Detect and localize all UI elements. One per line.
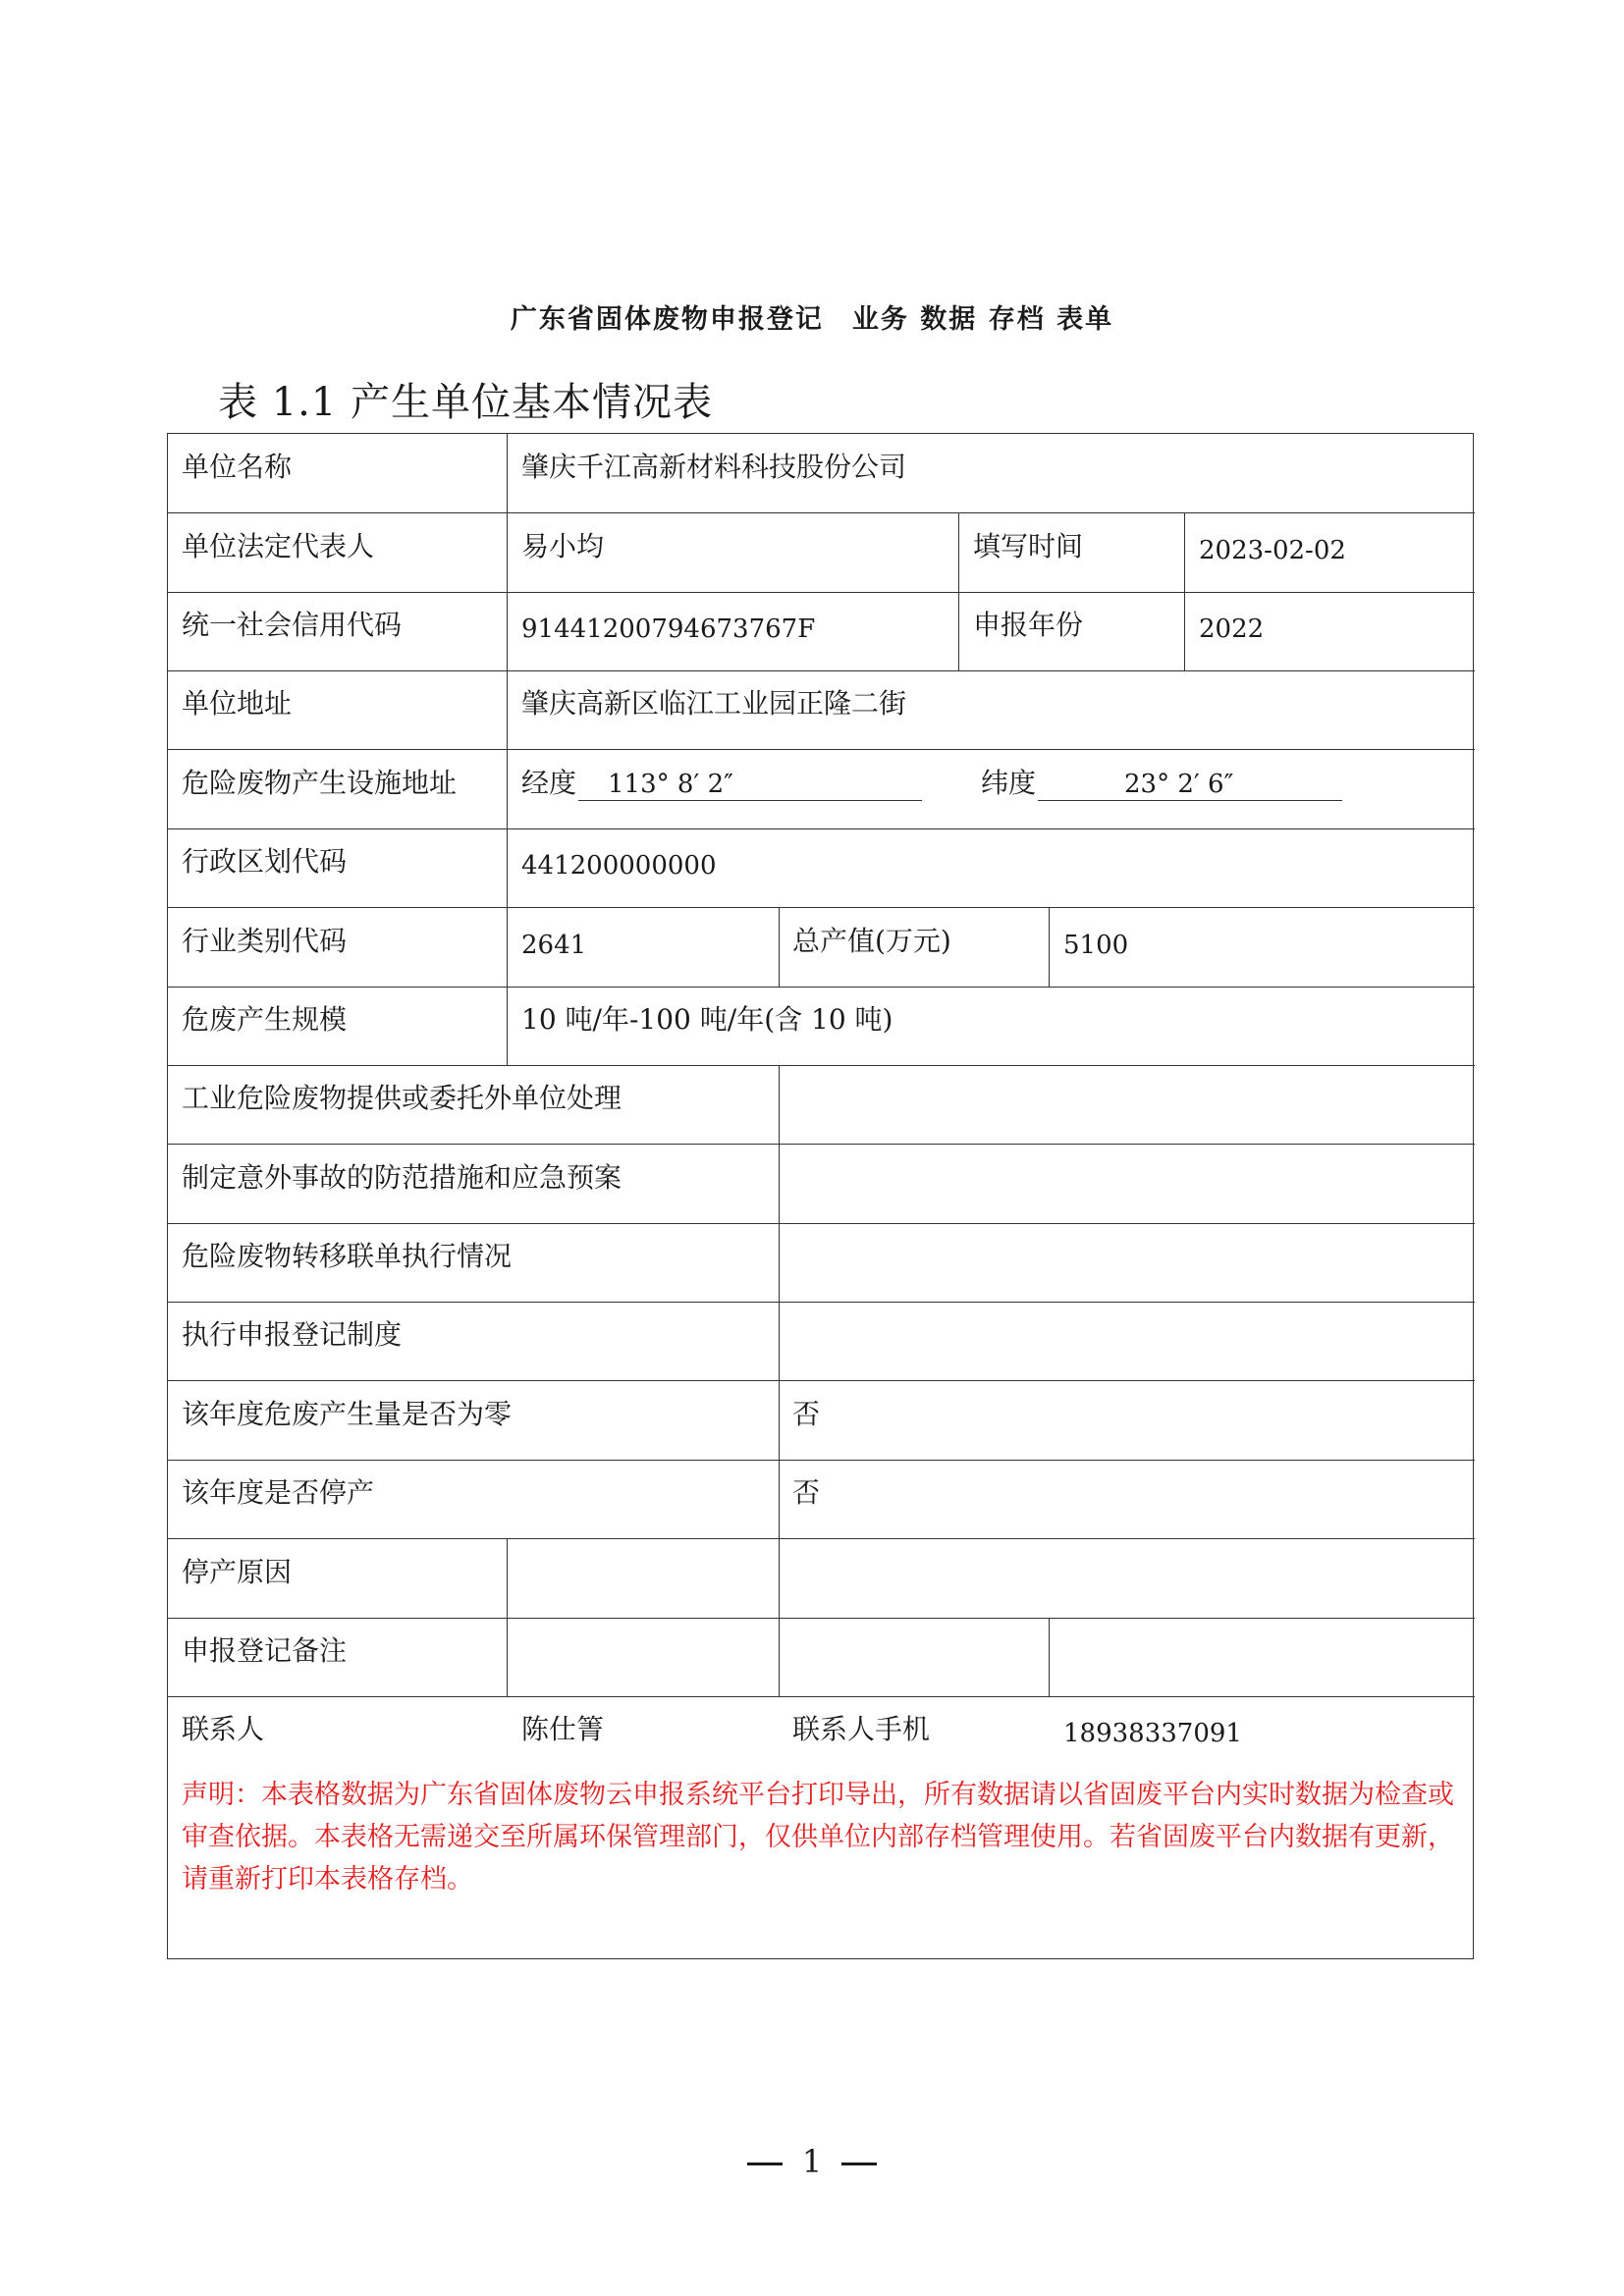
output-value-label: 总产值(万元)	[792, 925, 951, 957]
row-divider	[168, 1223, 1475, 1224]
remark-label: 申报登记备注	[182, 1634, 348, 1667]
legal-rep-value: 易小均	[521, 530, 605, 562]
row-divider	[168, 1618, 1475, 1619]
row-divider	[168, 828, 1475, 829]
legal-rep-label: 单位法定代表人	[182, 530, 375, 562]
phone-value: 18938337091	[1063, 1719, 1242, 1748]
output-value-value: 5100	[1063, 931, 1129, 960]
industry-code-value: 2641	[521, 931, 587, 960]
row-divider	[168, 1696, 1475, 1697]
region-code-value: 441200000000	[521, 851, 717, 881]
fill-time-label: 填写时间	[973, 530, 1084, 562]
row-divider	[168, 1538, 1475, 1539]
col-divider	[1049, 1618, 1050, 1696]
col-divider	[779, 1065, 780, 1696]
region-code-label: 行政区划代码	[182, 845, 348, 878]
row-divider	[168, 987, 1475, 988]
row-divider	[168, 907, 1475, 908]
col-divider	[1049, 907, 1050, 987]
address-label: 单位地址	[182, 687, 293, 720]
contact-value: 陈仕箐	[521, 1713, 605, 1745]
longitude-label: 经度	[521, 767, 577, 799]
row-divider	[168, 1302, 1475, 1303]
zero-output-value: 否	[792, 1398, 821, 1430]
document-title: 广东省固体废物申报登记 业务 数据 存档 表单	[510, 304, 1114, 335]
row-divider	[168, 1460, 1475, 1461]
fill-time-value: 2023-02-02	[1199, 536, 1346, 565]
footer-dash-left	[747, 2163, 783, 2165]
col-divider	[507, 434, 508, 1065]
report-year-value: 2022	[1199, 614, 1265, 644]
scale-value: 10 吨/年-100 吨/年(含 10 吨)	[521, 1003, 893, 1036]
scale-label: 危废产生规模	[182, 1003, 348, 1036]
credit-code-label: 统一社会信用代码	[182, 609, 403, 641]
footer-dash-right	[841, 2163, 877, 2165]
longitude-value	[578, 772, 922, 801]
col-divider	[1184, 512, 1185, 670]
row-divider	[168, 1380, 1475, 1381]
unit-name-label: 单位名称	[182, 451, 293, 483]
industry-code-label: 行业类别代码	[182, 925, 348, 957]
row-divider	[168, 749, 1475, 750]
emergency-plan-label: 制定意外事故的防范措施和应急预案	[182, 1161, 623, 1194]
registration-system-label: 执行申报登记制度	[182, 1318, 403, 1351]
row-divider	[168, 1144, 1475, 1145]
row-divider	[168, 670, 1475, 671]
unit-info-form	[167, 433, 1474, 1959]
longitude-value-text: 113° 8′ 2″	[578, 772, 922, 801]
latitude-value-text: 23° 2′ 6″	[1038, 772, 1342, 801]
credit-code-value: 91441200794673767F	[521, 614, 816, 644]
production-stop-value: 否	[792, 1476, 821, 1509]
zero-output-label: 该年度危废产生量是否为零	[182, 1398, 513, 1430]
stop-reason-label: 停产原因	[182, 1556, 293, 1588]
production-stop-label: 该年度是否停产	[182, 1476, 375, 1509]
row-divider	[168, 1065, 1475, 1066]
facility-address-label: 危险废物产生设施地址	[182, 767, 458, 799]
outsource-label: 工业危险废物提供或委托外单位处理	[182, 1082, 623, 1114]
contact-label: 联系人	[182, 1713, 265, 1745]
col-divider	[958, 512, 959, 670]
report-year-label: 申报年份	[973, 609, 1084, 641]
address-value: 肇庆高新区临江工业园正隆二街	[521, 687, 907, 720]
table-title: 表 1.1 产生单位基本情况表	[218, 380, 714, 425]
manifest-label: 危险废物转移联单执行情况	[182, 1240, 513, 1272]
page-footer	[0, 2143, 1624, 2180]
row-divider	[168, 592, 1475, 593]
col-divider	[507, 1618, 508, 1696]
latitude-value	[1038, 772, 1342, 801]
col-divider	[779, 907, 780, 987]
unit-name-value: 肇庆千江高新材料科技股份公司	[521, 451, 907, 483]
latitude-label: 纬度	[981, 767, 1037, 799]
row-divider	[168, 512, 1475, 513]
page-number: 1	[801, 2143, 823, 2180]
disclaimer-notice: 声明：本表格数据为广东省固体废物云申报系统平台打印导出，所有数据请以省固废平台内实时数据为检查或审查依据。本表格无需递交至所属环保管理部门，仅供单位内部存档管理使用。若省固废平台内数据有更新，请重新打印本表格存档。	[182, 1780, 1454, 1895]
phone-label: 联系人手机	[792, 1713, 931, 1745]
